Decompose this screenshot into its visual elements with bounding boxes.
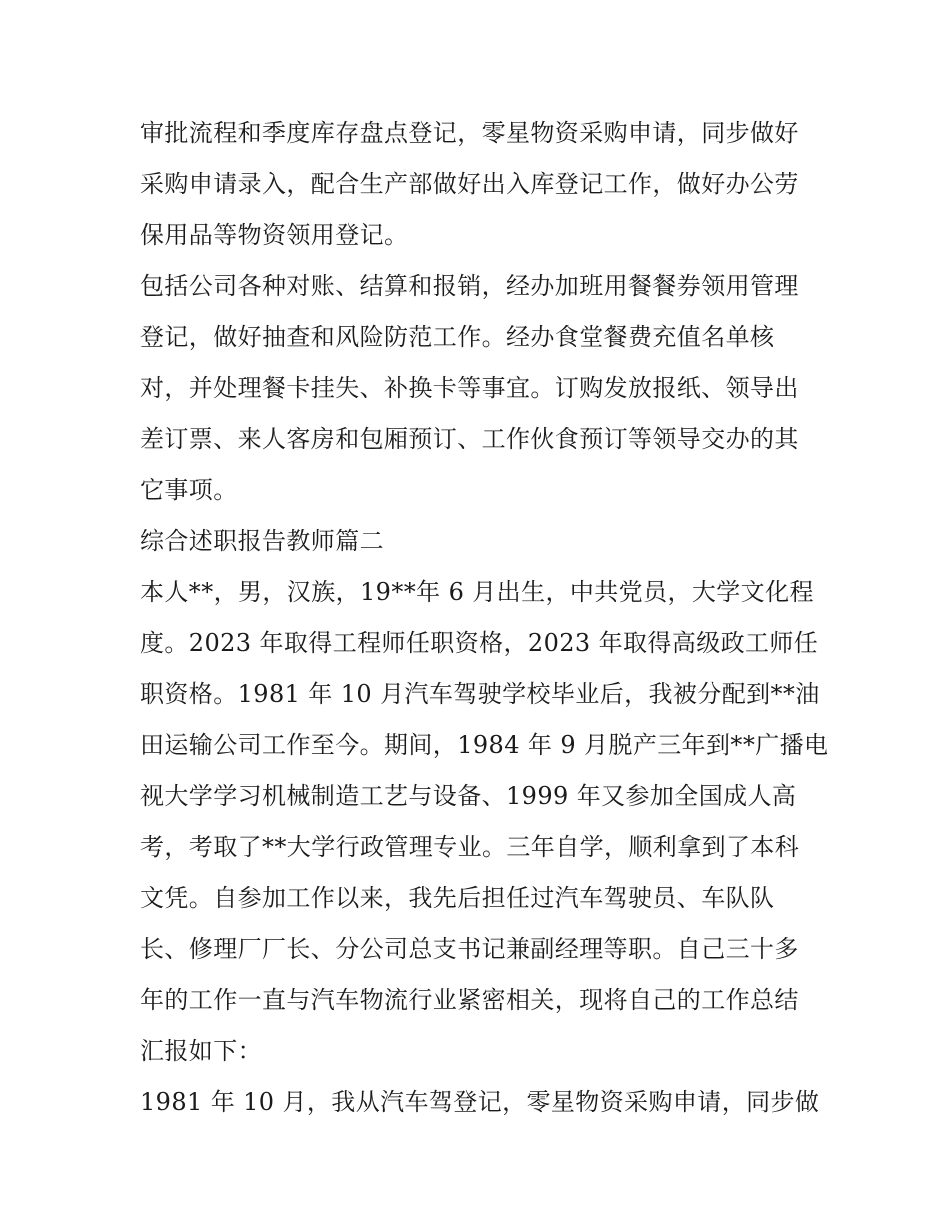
text-line: 1981 年 10 月，我从汽车驾登记，零星物资采购申请，同步做 bbox=[140, 1088, 820, 1116]
text-line: 年的工作一直与汽车物流行业紧密相关，现将自己的工作总结 bbox=[140, 986, 799, 1014]
text-line: 包括公司各种对账、结算和报销，经办加班用餐餐券领用管理 bbox=[140, 272, 799, 300]
text-line: 对，并处理餐卡挂失、补换卡等事宜。订购发放报纸、领导出 bbox=[140, 374, 799, 402]
text-line: 它事项。 bbox=[140, 476, 238, 504]
section-heading: 综合述职报告教师篇二 bbox=[140, 527, 384, 555]
text-line: 文凭。自参加工作以来，我先后担任过汽车驾驶员、车队队 bbox=[140, 884, 775, 912]
text-line: 登记，做好抽查和风险防范工作。经办食堂餐费充值名单核 bbox=[140, 323, 775, 351]
text-line: 田运输公司工作至今。期间，1984 年 9 月脱产三年到**广播电 bbox=[140, 731, 829, 759]
text-line: 采购申请录入，配合生产部做好出入库登记工作，做好办公劳 bbox=[140, 170, 799, 198]
text-line: 度。2023 年取得工程师任职资格，2023 年取得高级政工师任 bbox=[140, 629, 819, 657]
text-line: 本人**，男，汉族，19**年 6 月出生，中共党员，大学文化程 bbox=[140, 578, 814, 606]
text-line: 保用品等物资领用登记。 bbox=[140, 221, 409, 249]
text-line: 审批流程和季度库存盘点登记，零星物资采购申请，同步做好 bbox=[140, 119, 799, 147]
text-line: 视大学学习机械制造工艺与设备、1999 年又参加全国成人高 bbox=[140, 782, 797, 810]
text-line: 长、修理厂厂长、分公司总支书记兼副经理等职。自己三十多 bbox=[140, 935, 799, 963]
text-line: 考，考取了**大学行政管理专业。三年自学，顺利拿到了本科 bbox=[140, 833, 800, 861]
text-line: 汇报如下： bbox=[140, 1037, 262, 1065]
text-line: 差订票、来人客房和包厢预订、工作伙食预订等领导交办的其 bbox=[140, 425, 799, 453]
text-line: 职资格。1981 年 10 月汽车驾驶学校毕业后，我被分配到**油 bbox=[140, 680, 820, 708]
document-body bbox=[140, 108, 829, 1128]
